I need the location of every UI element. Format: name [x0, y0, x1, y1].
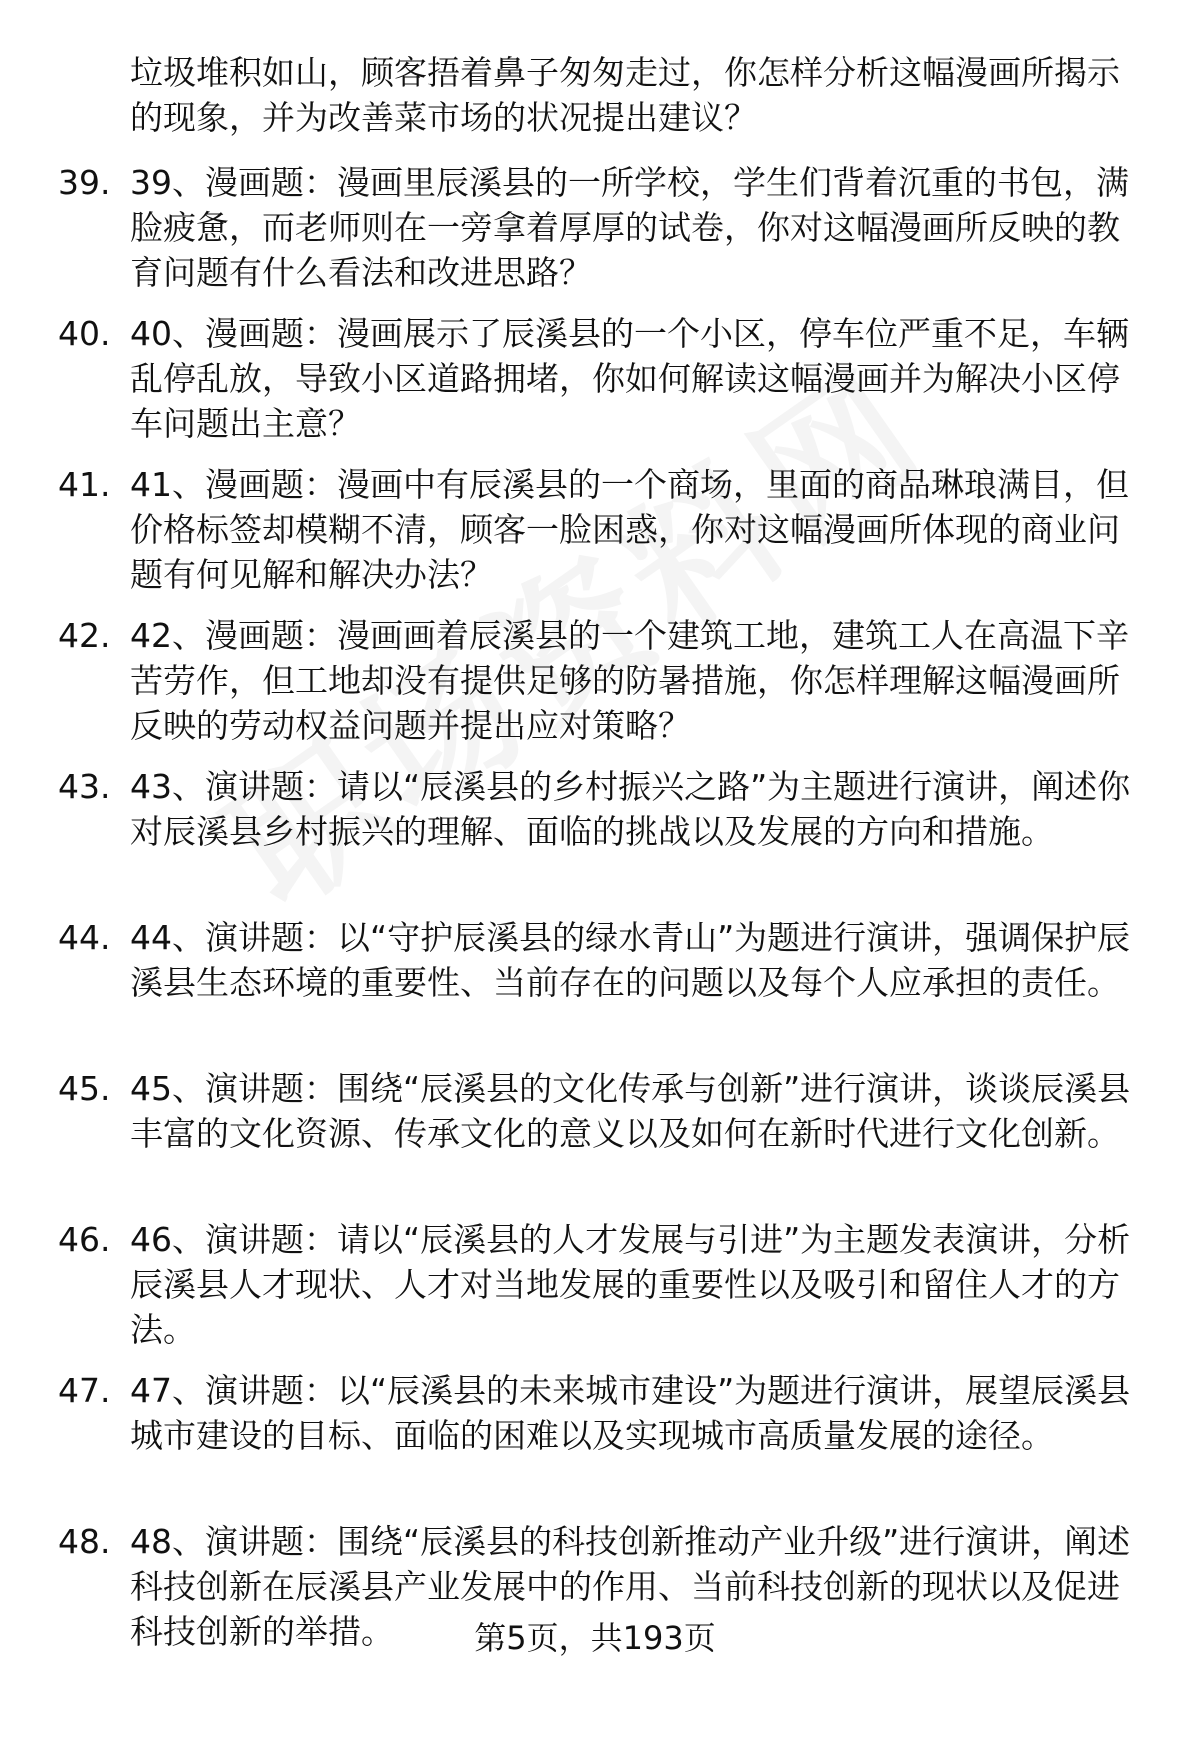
list-item [0, 1066, 1190, 1206]
list-item [0, 311, 1190, 451]
item-text: 43、演讲题：请以“辰溪县的乡村振兴之路”为主题进行演讲，阐述你对辰溪县乡村振兴的理解、面临的挑战以及发展的方向和措施。 [130, 767, 1131, 851]
page-footer: 第5页，共193页 [474, 1619, 716, 1657]
item-number: 48. [58, 1522, 111, 1561]
item-text: 48、演讲题：围绕“辰溪县的科技创新推动产业升级”进行演讲，阐述科技创新在辰溪县产业发展中的作用、当前科技创新的现状以及促进科技创新的举措。 [130, 1522, 1131, 1651]
question-list [0, 160, 1190, 1670]
list-item [0, 764, 1190, 904]
item-number: 43. [58, 767, 111, 806]
list-item [0, 1368, 1190, 1508]
item-text: 39、漫画题：漫画里辰溪县的一所学校，学生们背着沉重的书包，满脸疲惫，而老师则在一旁拿着厚厚的试卷，你对这幅漫画所反映的教育问题有什么看法和改进思路？ [130, 163, 1129, 292]
item-number: 42. [58, 616, 111, 655]
item-text: 41、漫画题：漫画中有辰溪县的一个商场，里面的商品琳琅满目，但价格标签却模糊不清，顾客一脸困惑，你对这幅漫画所体现的商业问题有何见解和解决办法？ [130, 465, 1129, 594]
item-number: 46. [58, 1220, 111, 1259]
item-text: 42、漫画题：漫画画着辰溪县的一个建筑工地，建筑工人在高温下辛苦劳作，但工地却没有提供足够的防暑措施，你怎样理解这幅漫画所反映的劳动权益问题并提出应对策略？ [130, 616, 1129, 745]
item-text: 46、演讲题：请以“辰溪县的人才发展与引进”为主题发表演讲，分析辰溪县人才现状、人才对当地发展的重要性以及吸引和留住人才的方法。 [130, 1220, 1131, 1349]
list-item [0, 462, 1190, 602]
list-item [0, 160, 1190, 300]
item-number: 44. [58, 918, 111, 957]
item-text: 47、演讲题：以“辰溪县的未来城市建设”为题进行演讲，展望辰溪县城市建设的目标、面临的困难以及实现城市高质量发展的途径。 [130, 1371, 1131, 1455]
item-text: 45、演讲题：围绕“辰溪县的文化传承与创新”进行演讲，谈谈辰溪县丰富的文化资源、传承文化的意义以及如何在新时代进行文化创新。 [130, 1069, 1131, 1153]
list-item [0, 1217, 1190, 1357]
list-item [0, 613, 1190, 753]
continued-question-text: 垃圾堆积如山，顾客捂着鼻子匆匆走过，你怎样分析这幅漫画所揭示的现象，并为改善菜市场的状况提出建议？ [130, 53, 1120, 137]
item-number: 47. [58, 1371, 111, 1410]
list-item [0, 915, 1190, 1055]
item-number: 41. [58, 465, 111, 504]
item-number: 45. [58, 1069, 111, 1108]
item-text: 44、演讲题：以“守护辰溪县的绿水青山”为题进行演讲，强调保护辰溪县生态环境的重要性、当前存在的问题以及每个人应承担的责任。 [130, 918, 1131, 1002]
item-number: 40. [58, 314, 111, 353]
item-number: 39. [58, 163, 111, 202]
item-text: 40、漫画题：漫画展示了辰溪县的一个小区，停车位严重不足，车辆乱停乱放，导致小区道路拥堵，你如何解读这幅漫画并为解决小区停车问题出主意？ [130, 314, 1129, 443]
